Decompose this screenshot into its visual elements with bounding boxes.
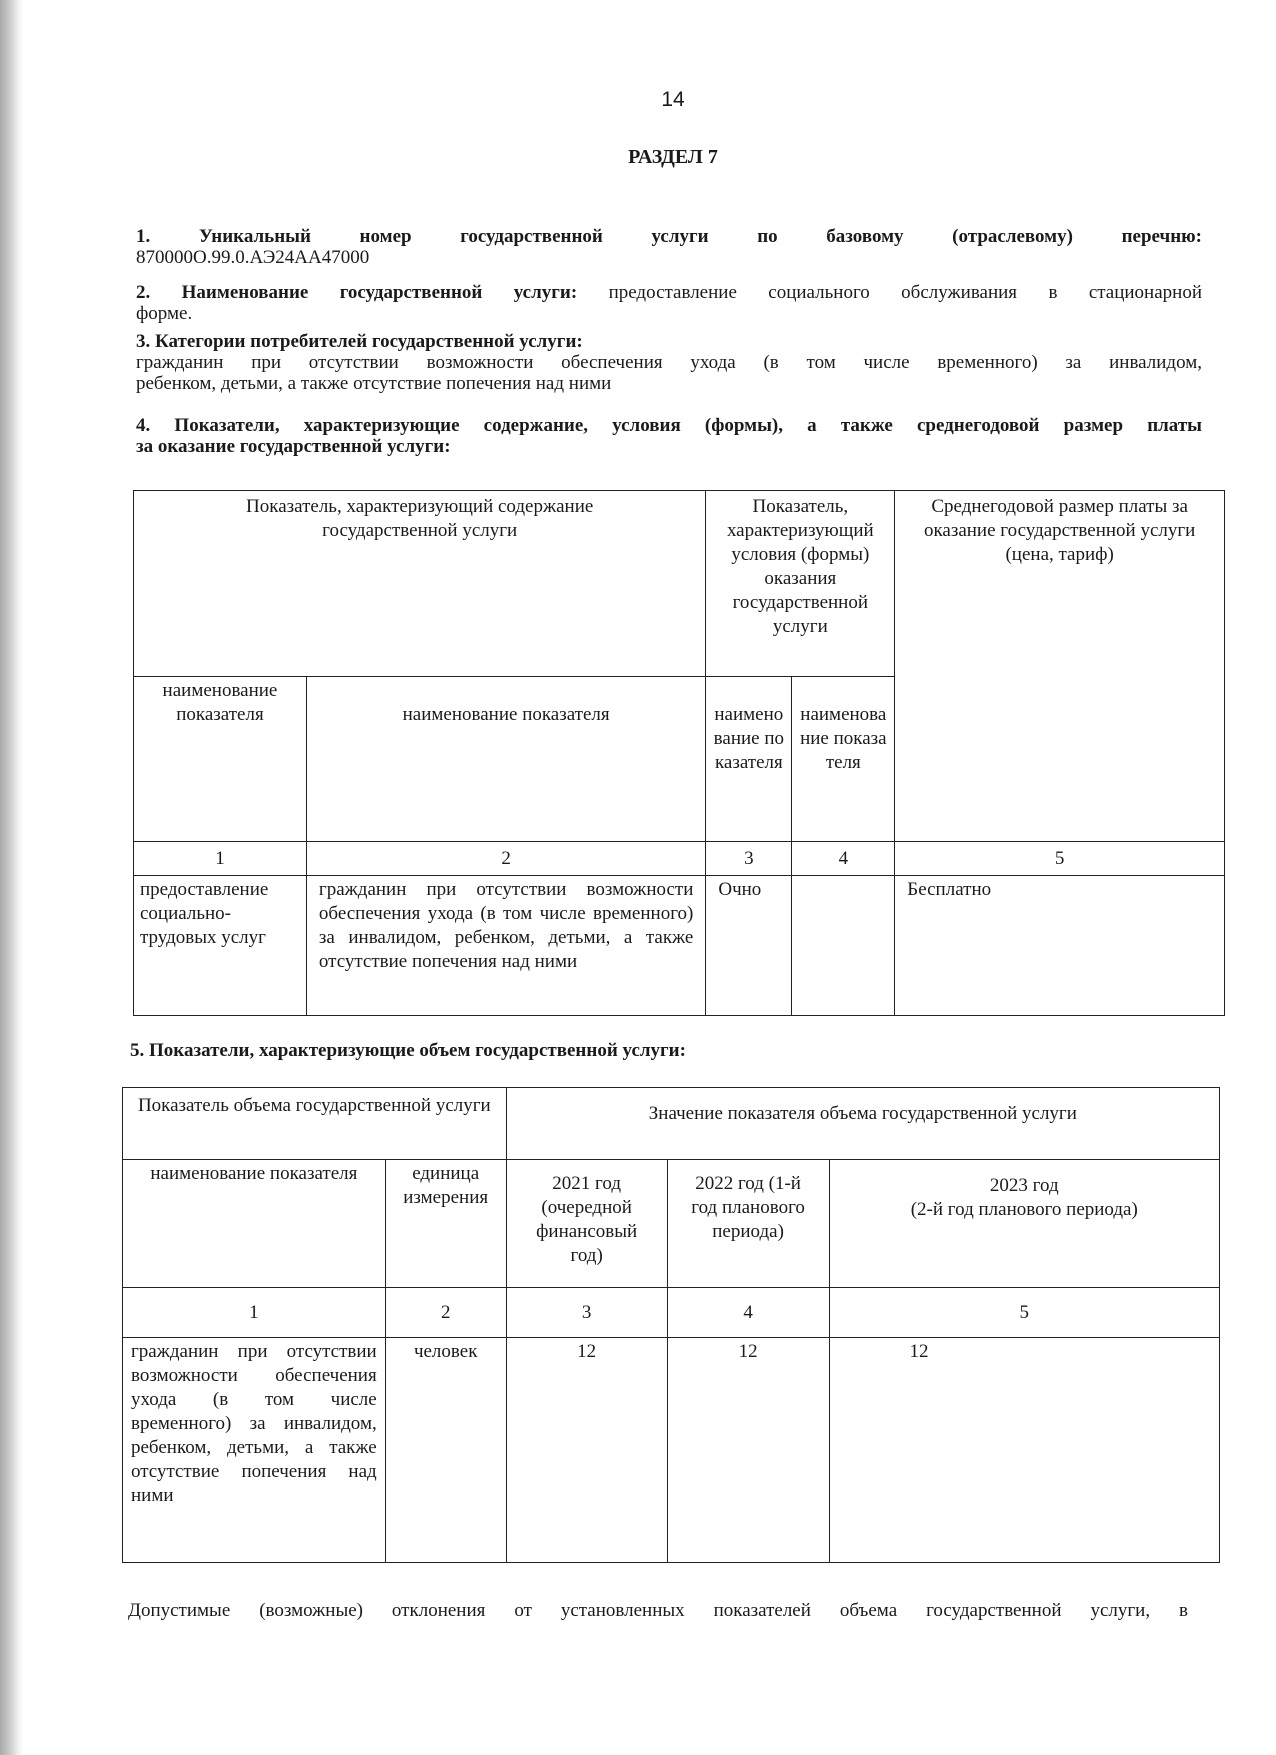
t1-num-1: 1 (134, 842, 307, 876)
item5-label: 5. Показатели, характеризующие объем государственной услуги: (130, 1040, 686, 1061)
item2-label: 2. Наименование государственной услуги: (136, 282, 578, 303)
t1-row-col3: Очно (706, 876, 792, 1016)
t1-row-col2: гражданин при отсутствии возможности обеспечения ухода (в том числе временного) за инвалидом, ребенком, детьми, а также отсутствие попечения над ними (306, 876, 705, 1016)
item5-block (130, 1040, 1196, 1061)
t1-header-conditions: Показатель, характеризующий условия (формы) оказания государственной услуги (706, 491, 895, 677)
item2-value-line2: форме. (136, 303, 193, 324)
t2-sub-unit: единица измерения (385, 1160, 506, 1288)
volume-indicators-table (122, 1087, 1220, 1563)
t2-row-2021: 12 (506, 1338, 667, 1563)
item4-label-line1: 4. Показатели, характеризующие содержание, условия (формы), а также среднегодовой размер платы (136, 415, 1202, 436)
item1-block (136, 226, 1202, 268)
t2-num-1: 1 (123, 1288, 386, 1338)
t1-sub-col3: наименование показателя (706, 677, 792, 842)
t2-num-5: 5 (829, 1288, 1219, 1338)
item2-value-line1: предоставление социального обслуживания в стационарной (608, 282, 1202, 303)
t1-row-col4 (792, 876, 895, 1016)
t1-row-col1: предоставление социально-трудовых услуг (134, 876, 307, 1016)
t2-row-2023: 12 (829, 1338, 1219, 1563)
item4-label-line2: за оказание государственной услуги: (136, 436, 451, 457)
item1-label: 1. Уникальный номер государственной услуги по базовому (отраслевому) перечню: (136, 226, 1202, 247)
t1-sub-col4: наименование показателя (792, 677, 895, 842)
footer-text: Допустимые (возможные) отклонения от установленных показателей объема государственной услуги, в (128, 1600, 1188, 1621)
page-number: 14 (661, 88, 685, 111)
t1-num-5: 5 (895, 842, 1225, 876)
t2-row-2022: 12 (667, 1338, 829, 1563)
t1-num-2: 2 (306, 842, 705, 876)
item1-value: 870000О.99.0.АЭ24АА47000 (136, 247, 370, 268)
t2-header-indicator: Показатель объема государственной услуги (123, 1088, 507, 1160)
t2-year-2021: 2021 год (очередной финансовый год) (506, 1160, 667, 1288)
section-title: РАЗДЕЛ 7 (628, 146, 718, 168)
t1-num-4: 4 (792, 842, 895, 876)
item3-label: 3. Категории потребителей государственной услуги: (136, 331, 583, 352)
t2-num-4: 4 (667, 1288, 829, 1338)
t2-sub-name: наименование показателя (123, 1160, 386, 1288)
t2-year-2022: 2022 год (1-й год планового периода) (667, 1160, 829, 1288)
t2-header-value: Значение показателя объема государственной услуги (506, 1088, 1219, 1160)
item3-value-line2: ребенком, детьми, а также отсутствие попечения над ними (136, 373, 612, 394)
content-indicators-table (133, 490, 1225, 1016)
t1-sub-col2: наименование показателя (306, 677, 705, 842)
t2-year-2023-line1: 2023 год (989, 1175, 1059, 1196)
item3-value-line1: гражданин при отсутствии возможности обеспечения ухода (в том числе временного) за инвалидом, (136, 352, 1202, 373)
t1-row-col5: Бесплатно (895, 876, 1225, 1016)
t1-sub-col1: наименование показателя (134, 677, 307, 842)
t1-header-content: Показатель, характеризующий содержание государственной услуги (134, 491, 706, 677)
t2-year-2023-line2: (2-й год планового периода) (910, 1199, 1138, 1220)
t2-row-unit: человек (385, 1338, 506, 1563)
t2-num-3: 3 (506, 1288, 667, 1338)
item4-block (136, 415, 1202, 457)
item3-block (136, 331, 1202, 394)
scan-edge-shadow (0, 0, 24, 1755)
t1-header-fee: Среднегодовой размер платы за оказание государственной услуги (цена, тариф) (895, 491, 1225, 842)
t2-row-name: гражданин при отсутствии возможности обеспечения ухода (в том числе временного) за инвалидом, ребенком, детьми, а также отсутствие попечения над ними (123, 1338, 386, 1563)
t1-num-3: 3 (706, 842, 792, 876)
t2-num-2: 2 (385, 1288, 506, 1338)
item2-block (136, 282, 1202, 324)
t2-year-2023 (829, 1160, 1219, 1288)
